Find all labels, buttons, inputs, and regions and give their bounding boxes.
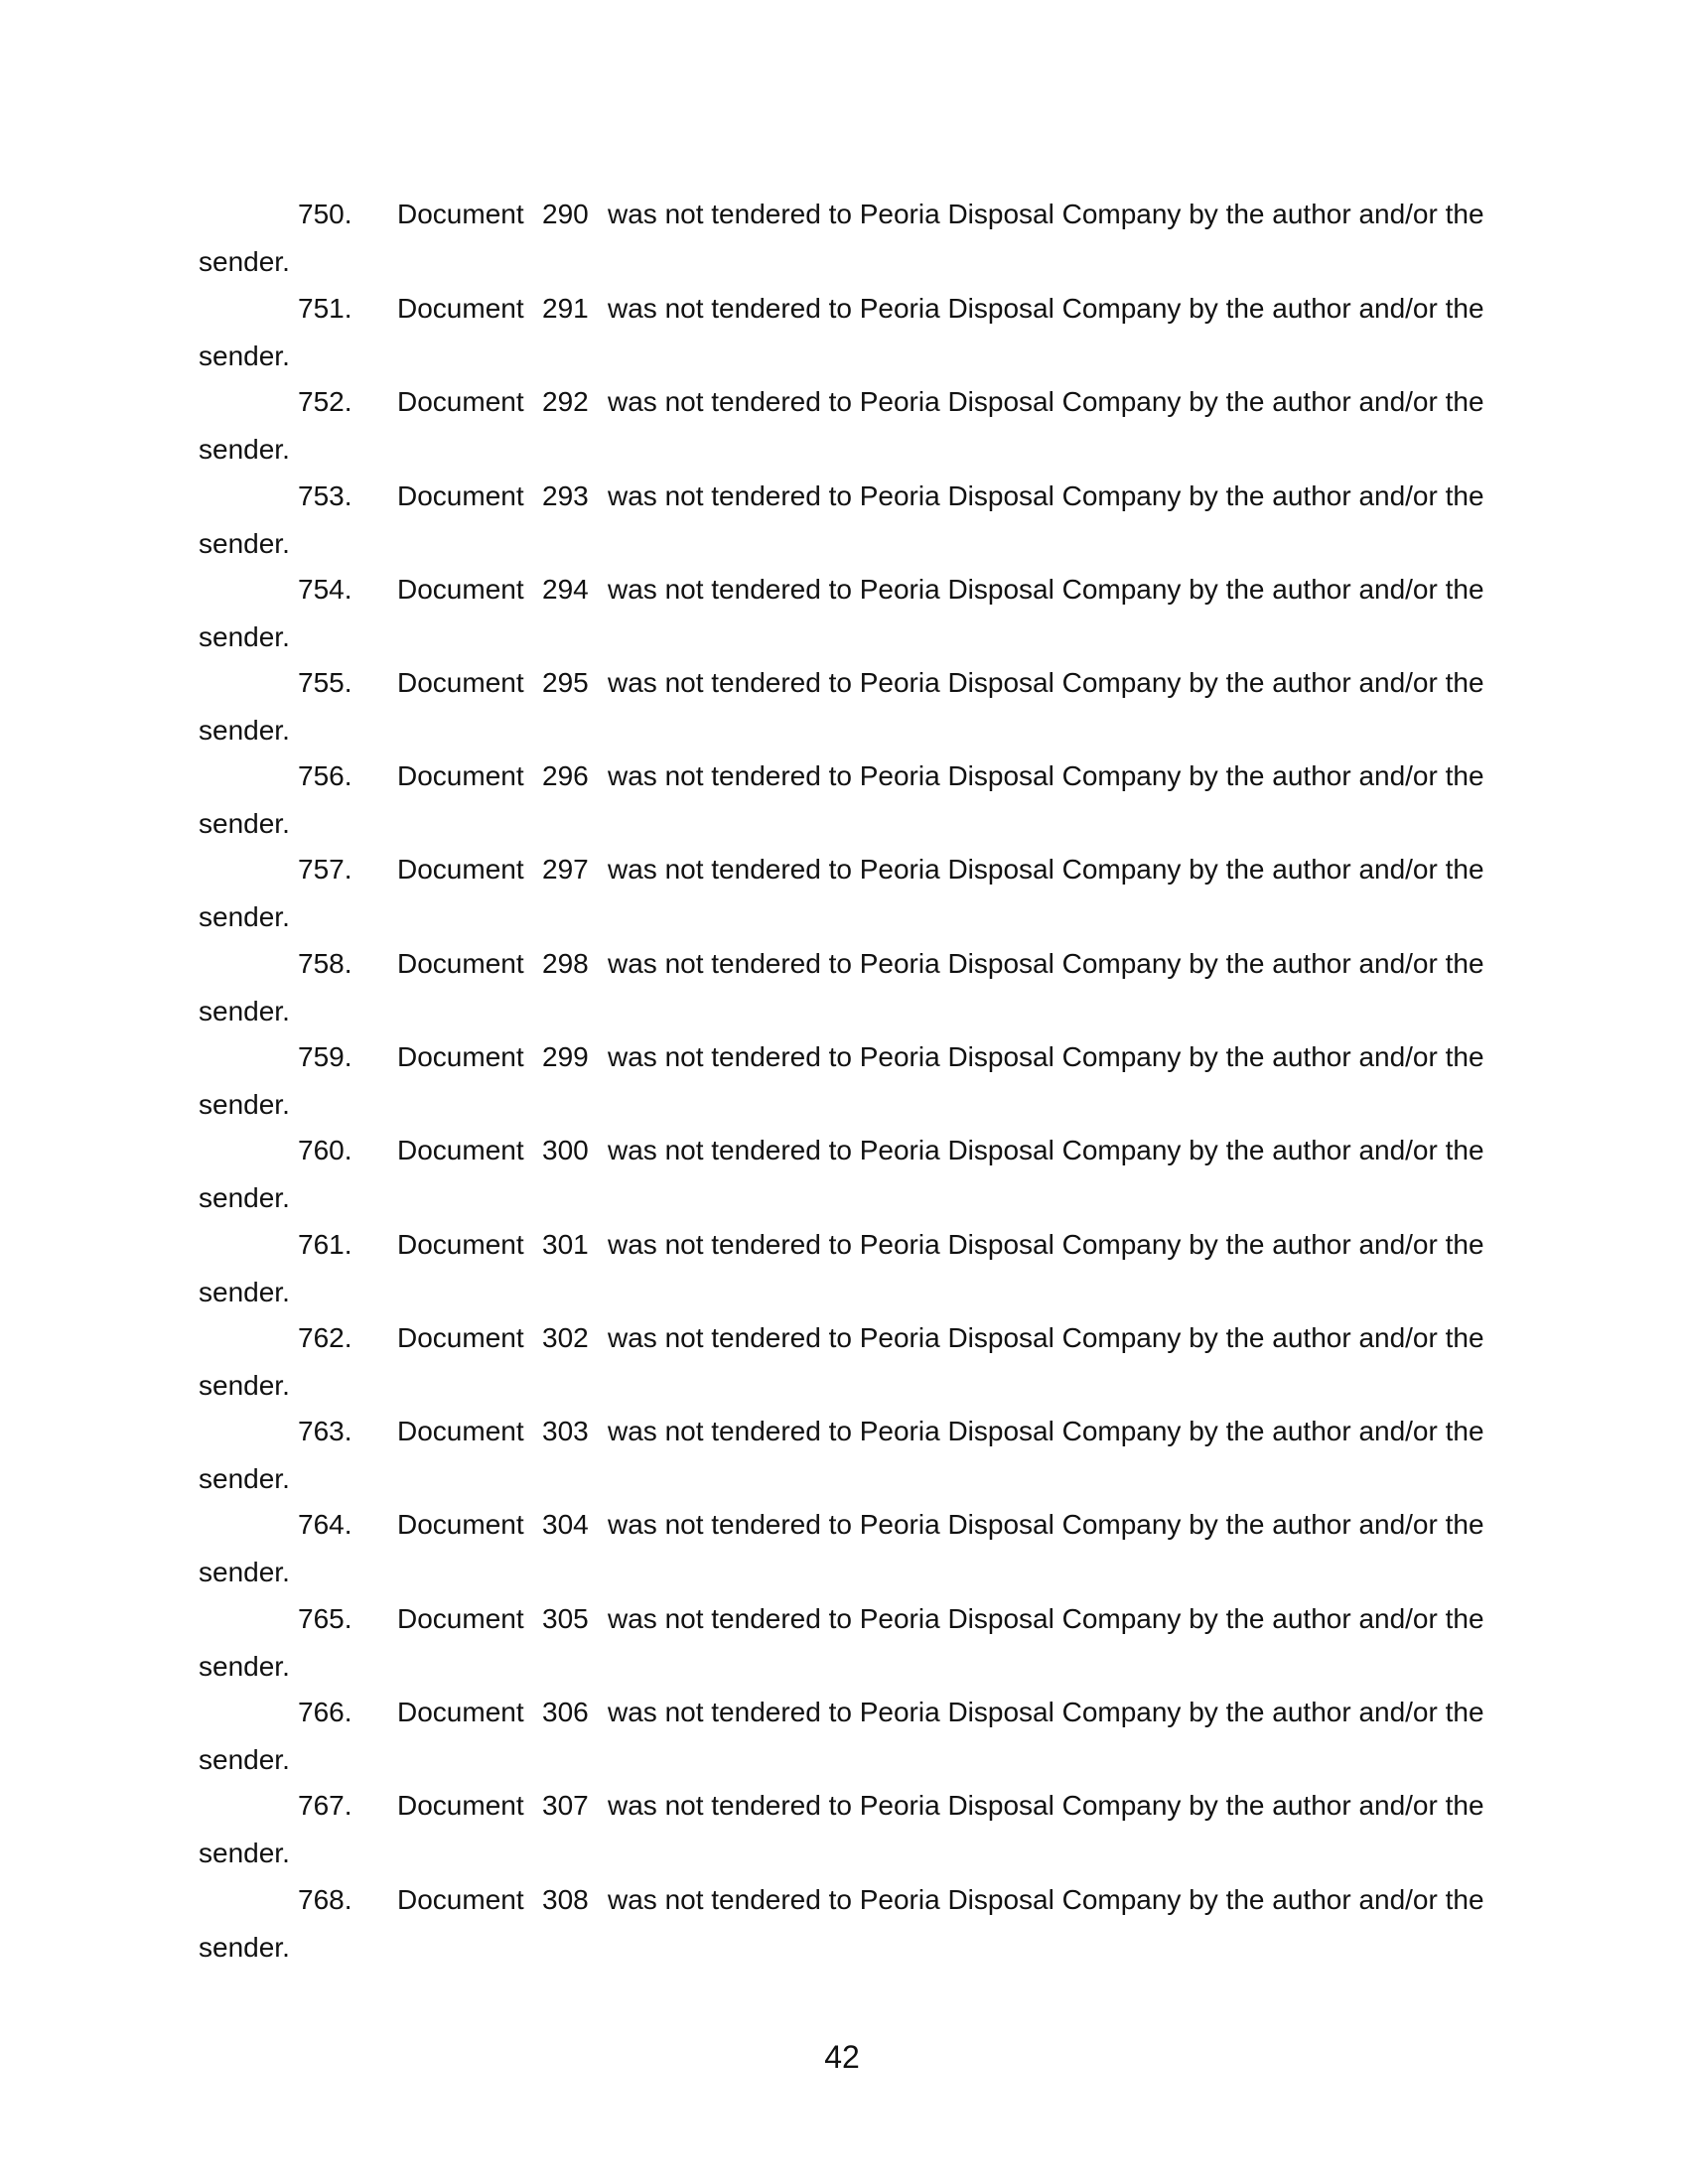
document-number: 307 xyxy=(542,1790,589,1821)
paragraph-continuation: sender. xyxy=(199,1557,290,1587)
paragraph-text: was not tendered to Peoria Disposal Company by the author and/or the xyxy=(608,574,1484,605)
paragraph-767 xyxy=(199,1786,1484,1881)
paragraph-first-line xyxy=(199,570,1484,610)
paragraph-762 xyxy=(199,1318,1484,1414)
paragraph-number: 761. xyxy=(298,1229,352,1260)
paragraph-text: was not tendered to Peoria Disposal Company by the author and/or the xyxy=(608,199,1484,229)
paragraph-number: 757. xyxy=(298,854,352,885)
paragraph-continuation: sender. xyxy=(199,1370,290,1401)
paragraph-759 xyxy=(199,1037,1484,1133)
document-label: Document xyxy=(397,199,524,229)
paragraph-first-line xyxy=(199,195,1484,234)
paragraph-continuation: sender. xyxy=(199,246,290,277)
paragraph-text: was not tendered to Peoria Disposal Company by the author and/or the xyxy=(608,1509,1484,1540)
document-label: Document xyxy=(397,574,524,605)
paragraph-text: was not tendered to Peoria Disposal Company by the author and/or the xyxy=(608,480,1484,511)
paragraph-first-line xyxy=(199,1131,1484,1170)
paragraph-first-line xyxy=(199,663,1484,703)
document-number: 301 xyxy=(542,1229,589,1260)
paragraph-first-line xyxy=(199,1505,1484,1545)
paragraph-first-line xyxy=(199,1412,1484,1451)
paragraph-755 xyxy=(199,663,1484,758)
paragraph-text: was not tendered to Peoria Disposal Company by the author and/or the xyxy=(608,760,1484,791)
paragraph-first-line xyxy=(199,1037,1484,1077)
paragraph-number: 759. xyxy=(298,1041,352,1072)
paragraph-756 xyxy=(199,756,1484,852)
document-number: 294 xyxy=(542,574,589,605)
paragraph-continuation: sender. xyxy=(199,434,290,465)
document-label: Document xyxy=(397,1229,524,1260)
paragraph-continuation: sender. xyxy=(199,901,290,932)
paragraph-number: 768. xyxy=(298,1884,352,1915)
paragraph-text: was not tendered to Peoria Disposal Company by the author and/or the xyxy=(608,1229,1484,1260)
paragraph-text: was not tendered to Peoria Disposal Company by the author and/or the xyxy=(608,293,1484,324)
document-number: 306 xyxy=(542,1697,589,1727)
paragraph-continuation: sender. xyxy=(199,996,290,1026)
paragraph-761 xyxy=(199,1225,1484,1320)
paragraph-continuation: sender. xyxy=(199,1463,290,1494)
paragraph-number: 763. xyxy=(298,1416,352,1446)
paragraph-first-line xyxy=(199,1599,1484,1639)
paragraph-text: was not tendered to Peoria Disposal Company by the author and/or the xyxy=(608,854,1484,885)
paragraph-764 xyxy=(199,1505,1484,1600)
paragraph-number: 767. xyxy=(298,1790,352,1821)
document-number: 303 xyxy=(542,1416,589,1446)
paragraph-text: was not tendered to Peoria Disposal Company by the author and/or the xyxy=(608,1041,1484,1072)
document-label: Document xyxy=(397,854,524,885)
document-number: 300 xyxy=(542,1135,589,1165)
document-number: 298 xyxy=(542,948,589,979)
paragraph-first-line xyxy=(199,756,1484,796)
paragraph-text: was not tendered to Peoria Disposal Company by the author and/or the xyxy=(608,386,1484,417)
paragraph-first-line xyxy=(199,1880,1484,1920)
paragraph-continuation: sender. xyxy=(199,715,290,746)
paragraph-number: 760. xyxy=(298,1135,352,1165)
document-label: Document xyxy=(397,1322,524,1353)
paragraph-number: 750. xyxy=(298,199,352,229)
paragraph-number: 762. xyxy=(298,1322,352,1353)
page-number: 42 xyxy=(824,2039,860,2075)
paragraph-number: 752. xyxy=(298,386,352,417)
document-number: 297 xyxy=(542,854,589,885)
paragraph-first-line xyxy=(199,477,1484,516)
document-label: Document xyxy=(397,667,524,698)
document-label: Document xyxy=(397,948,524,979)
document-number: 299 xyxy=(542,1041,589,1072)
document-label: Document xyxy=(397,386,524,417)
document-number: 292 xyxy=(542,386,589,417)
paragraph-763 xyxy=(199,1412,1484,1507)
document-label: Document xyxy=(397,1041,524,1072)
document-label: Document xyxy=(397,1416,524,1446)
paragraph-first-line xyxy=(199,289,1484,329)
document-label: Document xyxy=(397,293,524,324)
paragraph-number: 754. xyxy=(298,574,352,605)
paragraph-753 xyxy=(199,477,1484,572)
paragraph-number: 766. xyxy=(298,1697,352,1727)
paragraph-number: 758. xyxy=(298,948,352,979)
paragraph-766 xyxy=(199,1693,1484,1788)
paragraph-first-line xyxy=(199,1693,1484,1732)
document-number: 304 xyxy=(542,1509,589,1540)
paragraph-754 xyxy=(199,570,1484,665)
paragraph-continuation: sender. xyxy=(199,341,290,371)
paragraph-continuation: sender. xyxy=(199,621,290,652)
paragraph-758 xyxy=(199,944,1484,1039)
document-label: Document xyxy=(397,760,524,791)
document-number: 295 xyxy=(542,667,589,698)
paragraph-continuation: sender. xyxy=(199,1089,290,1120)
document-number: 293 xyxy=(542,480,589,511)
paragraph-first-line xyxy=(199,382,1484,422)
paragraph-first-line xyxy=(199,1786,1484,1826)
paragraph-continuation: sender. xyxy=(199,808,290,839)
paragraph-text: was not tendered to Peoria Disposal Company by the author and/or the xyxy=(608,1603,1484,1634)
paragraph-number: 753. xyxy=(298,480,352,511)
document-label: Document xyxy=(397,1790,524,1821)
paragraph-number: 755. xyxy=(298,667,352,698)
document-label: Document xyxy=(397,480,524,511)
document-number: 291 xyxy=(542,293,589,324)
document-label: Document xyxy=(397,1603,524,1634)
paragraph-text: was not tendered to Peoria Disposal Company by the author and/or the xyxy=(608,1322,1484,1353)
paragraph-first-line xyxy=(199,944,1484,984)
paragraph-continuation: sender. xyxy=(199,1932,290,1963)
document-label: Document xyxy=(397,1509,524,1540)
paragraph-text: was not tendered to Peoria Disposal Company by the author and/or the xyxy=(608,1884,1484,1915)
paragraph-number: 765. xyxy=(298,1603,352,1634)
paragraph-first-line xyxy=(199,1318,1484,1358)
document-label: Document xyxy=(397,1135,524,1165)
document-number: 296 xyxy=(542,760,589,791)
paragraph-continuation: sender. xyxy=(199,1744,290,1775)
paragraph-continuation: sender. xyxy=(199,528,290,559)
paragraph-continuation: sender. xyxy=(199,1182,290,1213)
paragraph-number: 764. xyxy=(298,1509,352,1540)
paragraph-continuation: sender. xyxy=(199,1838,290,1868)
paragraph-continuation: sender. xyxy=(199,1277,290,1307)
document-number: 308 xyxy=(542,1884,589,1915)
paragraph-768 xyxy=(199,1880,1484,1976)
paragraph-750 xyxy=(199,195,1484,290)
paragraph-752 xyxy=(199,382,1484,478)
document-label: Document xyxy=(397,1884,524,1915)
document-label: Document xyxy=(397,1697,524,1727)
paragraph-text: was not tendered to Peoria Disposal Company by the author and/or the xyxy=(608,1135,1484,1165)
document-number: 305 xyxy=(542,1603,589,1634)
paragraph-number: 751. xyxy=(298,293,352,324)
paragraph-757 xyxy=(199,850,1484,945)
paragraph-751 xyxy=(199,289,1484,384)
paragraph-continuation: sender. xyxy=(199,1651,290,1682)
paragraph-760 xyxy=(199,1131,1484,1226)
paragraph-text: was not tendered to Peoria Disposal Company by the author and/or the xyxy=(608,667,1484,698)
paragraph-text: was not tendered to Peoria Disposal Company by the author and/or the xyxy=(608,1697,1484,1727)
paragraph-text: was not tendered to Peoria Disposal Company by the author and/or the xyxy=(608,948,1484,979)
paragraph-765 xyxy=(199,1599,1484,1695)
document-number: 302 xyxy=(542,1322,589,1353)
paragraph-text: was not tendered to Peoria Disposal Company by the author and/or the xyxy=(608,1790,1484,1821)
paragraph-first-line xyxy=(199,1225,1484,1265)
document-number: 290 xyxy=(542,199,589,229)
paragraph-text: was not tendered to Peoria Disposal Company by the author and/or the xyxy=(608,1416,1484,1446)
paragraph-number: 756. xyxy=(298,760,352,791)
paragraph-first-line xyxy=(199,850,1484,889)
